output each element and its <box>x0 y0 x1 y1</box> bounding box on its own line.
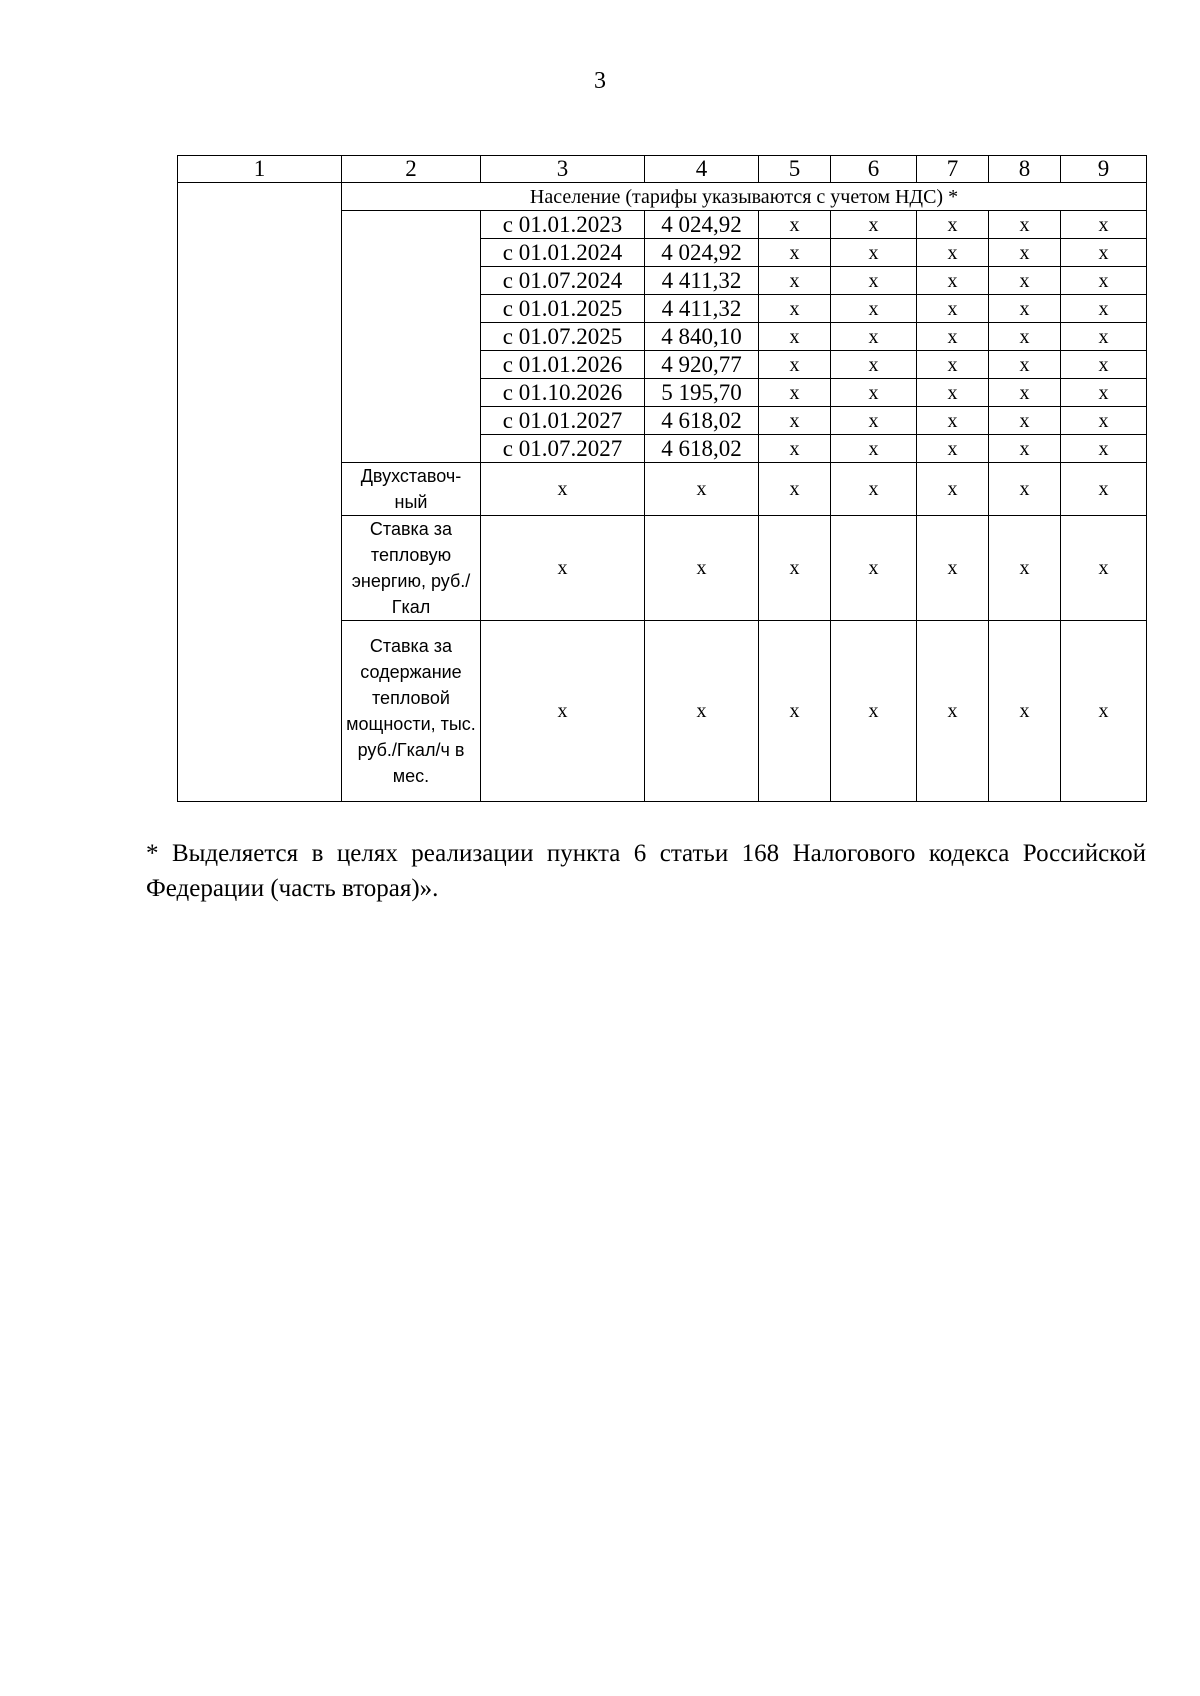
not-applicable-mark: x <box>831 267 917 295</box>
rate-date: с 01.07.2027 <box>481 435 645 463</box>
rate-date: с 01.01.2024 <box>481 239 645 267</box>
two-part-tariff-label: Двухставоч-ный <box>342 463 481 516</box>
rate-date: с 01.01.2026 <box>481 351 645 379</box>
not-applicable-mark: x <box>1061 351 1147 379</box>
not-applicable-mark: x <box>645 516 759 621</box>
not-applicable-mark: x <box>917 211 989 239</box>
not-applicable-mark: x <box>759 379 831 407</box>
not-applicable-mark: x <box>1061 463 1147 516</box>
not-applicable-mark: x <box>989 621 1061 802</box>
not-applicable-mark: x <box>989 267 1061 295</box>
not-applicable-mark: x <box>917 516 989 621</box>
not-applicable-mark: x <box>481 621 645 802</box>
not-applicable-mark: x <box>1061 407 1147 435</box>
not-applicable-mark: x <box>759 295 831 323</box>
column-number: 6 <box>831 156 917 183</box>
rate-value: 4 024,92 <box>645 239 759 267</box>
rate-date: с 01.01.2023 <box>481 211 645 239</box>
column-number: 1 <box>178 156 342 183</box>
not-applicable-mark: x <box>917 621 989 802</box>
column-number: 5 <box>759 156 831 183</box>
rate-value: 4 411,32 <box>645 295 759 323</box>
not-applicable-mark: x <box>645 463 759 516</box>
not-applicable-mark: x <box>989 463 1061 516</box>
not-applicable-mark: x <box>831 211 917 239</box>
not-applicable-mark: x <box>1061 435 1147 463</box>
not-applicable-mark: x <box>831 239 917 267</box>
rate-value: 4 920,77 <box>645 351 759 379</box>
page-number: 3 <box>594 68 606 94</box>
rate-date: с 01.10.2026 <box>481 379 645 407</box>
not-applicable-mark: x <box>759 463 831 516</box>
not-applicable-mark: x <box>917 435 989 463</box>
not-applicable-mark: x <box>831 516 917 621</box>
rate-value: 5 195,70 <box>645 379 759 407</box>
not-applicable-mark: x <box>1061 295 1147 323</box>
not-applicable-mark: x <box>1061 621 1147 802</box>
tariff-table <box>177 155 1147 802</box>
not-applicable-mark: x <box>481 516 645 621</box>
not-applicable-mark: x <box>759 211 831 239</box>
rate-value: 4 840,10 <box>645 323 759 351</box>
not-applicable-mark: x <box>759 267 831 295</box>
not-applicable-mark: x <box>1061 239 1147 267</box>
not-applicable-mark: x <box>989 407 1061 435</box>
not-applicable-mark: x <box>759 621 831 802</box>
not-applicable-mark: x <box>989 239 1061 267</box>
empty-cell <box>342 211 481 463</box>
column-number-row <box>178 156 1147 183</box>
not-applicable-mark: x <box>917 323 989 351</box>
rate-date: с 01.07.2025 <box>481 323 645 351</box>
not-applicable-mark: x <box>917 463 989 516</box>
not-applicable-mark: x <box>989 379 1061 407</box>
not-applicable-mark: x <box>989 323 1061 351</box>
column-number: 4 <box>645 156 759 183</box>
not-applicable-mark: x <box>759 239 831 267</box>
rate-value: 4 618,02 <box>645 407 759 435</box>
not-applicable-mark: x <box>1061 379 1147 407</box>
column-number: 9 <box>1061 156 1147 183</box>
not-applicable-mark: x <box>831 295 917 323</box>
not-applicable-mark: x <box>759 323 831 351</box>
not-applicable-mark: x <box>831 435 917 463</box>
not-applicable-mark: x <box>759 407 831 435</box>
heat-capacity-rate-label: Ставка за содержание тепловой мощности, тыс. руб./Гкал/ч в мес. <box>342 621 481 802</box>
column-number: 2 <box>342 156 481 183</box>
empty-cell <box>178 183 342 802</box>
not-applicable-mark: x <box>1061 323 1147 351</box>
not-applicable-mark: x <box>917 267 989 295</box>
not-applicable-mark: x <box>759 516 831 621</box>
not-applicable-mark: x <box>1061 516 1147 621</box>
heat-energy-rate-label: Ставка за тепловую энергию, руб./Гкал <box>342 516 481 621</box>
not-applicable-mark: x <box>759 435 831 463</box>
not-applicable-mark: x <box>989 435 1061 463</box>
rate-value: 4 411,32 <box>645 267 759 295</box>
not-applicable-mark: x <box>917 407 989 435</box>
not-applicable-mark: x <box>831 323 917 351</box>
not-applicable-mark: x <box>831 379 917 407</box>
not-applicable-mark: x <box>989 351 1061 379</box>
not-applicable-mark: x <box>917 295 989 323</box>
not-applicable-mark: x <box>989 211 1061 239</box>
not-applicable-mark: x <box>1061 211 1147 239</box>
not-applicable-mark: x <box>989 295 1061 323</box>
rate-date: с 01.07.2024 <box>481 267 645 295</box>
not-applicable-mark: x <box>645 621 759 802</box>
not-applicable-mark: x <box>989 516 1061 621</box>
rate-value: 4 024,92 <box>645 211 759 239</box>
column-number: 7 <box>917 156 989 183</box>
not-applicable-mark: x <box>481 463 645 516</box>
not-applicable-mark: x <box>831 621 917 802</box>
rate-date: с 01.01.2025 <box>481 295 645 323</box>
not-applicable-mark: x <box>831 463 917 516</box>
vat-footnote: * Выделяется в целях реализации пункта 6 статьи 168 Налогового кодекса Российской Федерации (часть вторая)». <box>146 840 1146 902</box>
population-title-row <box>178 183 1147 211</box>
rate-date: с 01.01.2027 <box>481 407 645 435</box>
not-applicable-mark: x <box>917 351 989 379</box>
not-applicable-mark: x <box>759 351 831 379</box>
population-title: Население (тарифы указываются с учетом НДС) * <box>342 183 1147 211</box>
not-applicable-mark: x <box>831 407 917 435</box>
not-applicable-mark: x <box>917 239 989 267</box>
column-number: 3 <box>481 156 645 183</box>
not-applicable-mark: x <box>1061 267 1147 295</box>
not-applicable-mark: x <box>917 379 989 407</box>
column-number: 8 <box>989 156 1061 183</box>
not-applicable-mark: x <box>831 351 917 379</box>
rate-value: 4 618,02 <box>645 435 759 463</box>
